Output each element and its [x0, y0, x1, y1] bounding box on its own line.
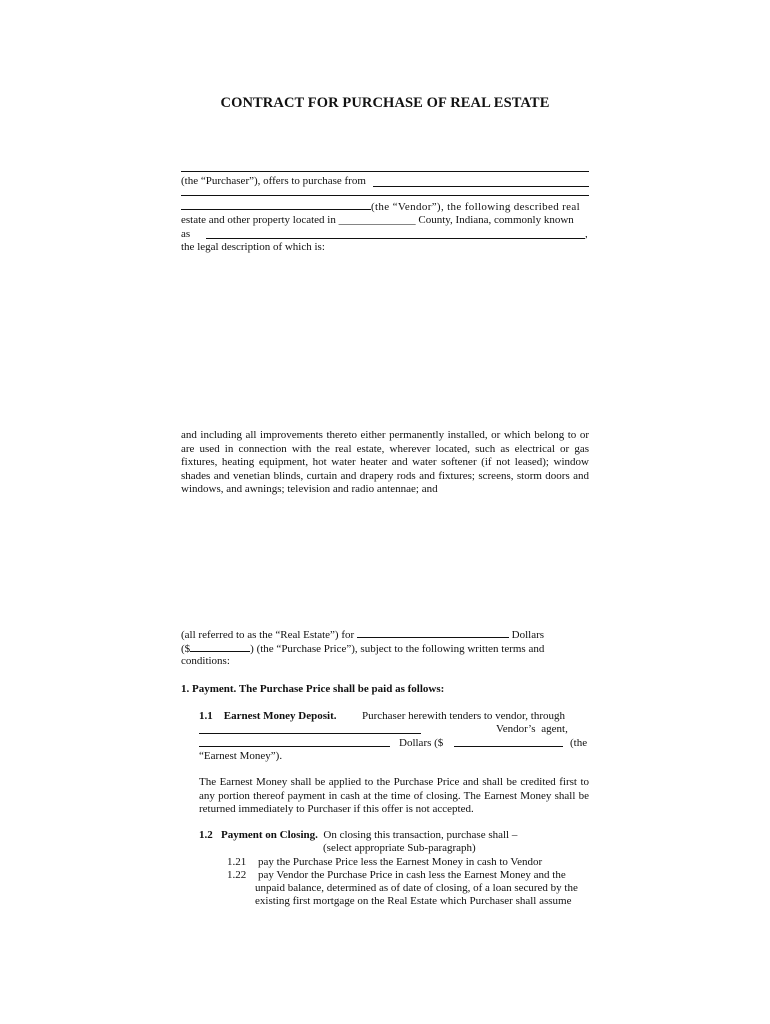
estate-line	[181, 214, 574, 227]
item-1-22-text-1: pay Vendor the Purchase Price in cash less the Earnest Money and the	[258, 869, 566, 881]
section-1-1-heading: Earnest Money Deposit.	[223, 710, 337, 722]
item-1-22-text-2: unpaid balance, determined as of date of closing, of a loan secured by the	[255, 882, 578, 894]
price-words-blank	[357, 628, 509, 638]
earnest-words-blank	[199, 746, 390, 747]
section-1-1-text-1: Purchaser herewith tenders to vendor, through	[362, 710, 566, 722]
real-estate-line-2	[181, 642, 544, 656]
earnest-number-blank	[454, 746, 563, 747]
dollar-sign: ($	[181, 643, 191, 655]
section-1-1-text-3a: Dollars ($	[399, 737, 444, 749]
address-blank	[206, 238, 585, 239]
item-1-21-text: pay the Purchase Price less the Earnest Money in cash to Vendor	[258, 856, 543, 868]
county-blank: ______________	[338, 214, 416, 226]
purchaser-line	[181, 175, 366, 188]
section-1-heading: 1. Payment. The Purchase Price shall be paid as follows:	[181, 683, 445, 695]
item-1-22-number: 1.22	[227, 869, 247, 881]
price-number-blank	[190, 642, 250, 652]
address-comma: ,	[585, 228, 588, 240]
item-1-22-text-3: existing first mortgage on the Real Estate which Purchaser shall assume	[255, 895, 572, 907]
as-label: as	[181, 228, 191, 240]
section-1-2-number: 1.2	[199, 829, 213, 841]
improvements-paragraph: and including all improvements thereto either permanently installed, or which belong to or are used in connection with the real estate, wherever located, such as electrical or gas fixtures, heating equipment, hot water heater and water softener (if not leased); window shades and venetian blinds, curtain and drapery rods and fixtures; screens, storm doors and windows, and awnings; television and radio antennae; and	[181, 429, 589, 495]
real-estate-text: (all referred to as the “Real Estate”) for	[181, 629, 355, 641]
vendor-line	[181, 200, 580, 214]
section-1-2-line	[199, 829, 517, 842]
section-1-2-select: (select appropriate Sub-paragraph)	[323, 842, 476, 854]
document-title: CONTRACT FOR PURCHASE OF REAL ESTATE	[220, 95, 550, 111]
section-1-2-heading: Payment on Closing.	[221, 829, 318, 841]
item-1-21-number: 1.21	[227, 856, 247, 868]
purchaser-text: (the “Purchaser”), offers to purchase from	[181, 175, 366, 187]
purchase-price-text: ) (the “Purchase Price”), subject to the following written terms and	[250, 643, 545, 655]
agent-blank	[199, 733, 421, 734]
purchaser-name-line	[181, 171, 589, 172]
section-1-1-text-4: “Earnest Money”).	[199, 750, 283, 762]
vendor-text: (the “Vendor”), the following described real	[371, 201, 581, 213]
vendor-name-line-b	[181, 195, 589, 196]
real-estate-line-1	[181, 628, 544, 642]
section-1-1-number: 1.1	[199, 710, 213, 722]
conditions-label: conditions:	[181, 655, 230, 667]
vendor-name-line-a	[373, 186, 589, 187]
dollars-label: Dollars	[511, 629, 545, 641]
section-1-1-text-3b: (the	[570, 737, 588, 749]
legal-description-label: the legal description of which is:	[181, 241, 325, 253]
section-1-1-line-1	[199, 710, 337, 723]
vendor-blank	[181, 200, 371, 210]
estate-text-b: County, Indiana, commonly known	[418, 214, 574, 226]
address-line	[181, 228, 190, 241]
section-1-1-text-2: Vendor’s agent,	[496, 723, 568, 735]
estate-text-a: estate and other property located in	[181, 214, 336, 226]
section-1-2-text: On closing this transaction, purchase shall –	[323, 829, 518, 841]
earnest-money-paragraph: The Earnest Money shall be applied to the Purchase Price and shall be credited first to any portion thereof payment in cash at the time of closing. The Earnest Money shall be returned immediately to Purchaser if this offer is not accepted.	[199, 776, 589, 815]
